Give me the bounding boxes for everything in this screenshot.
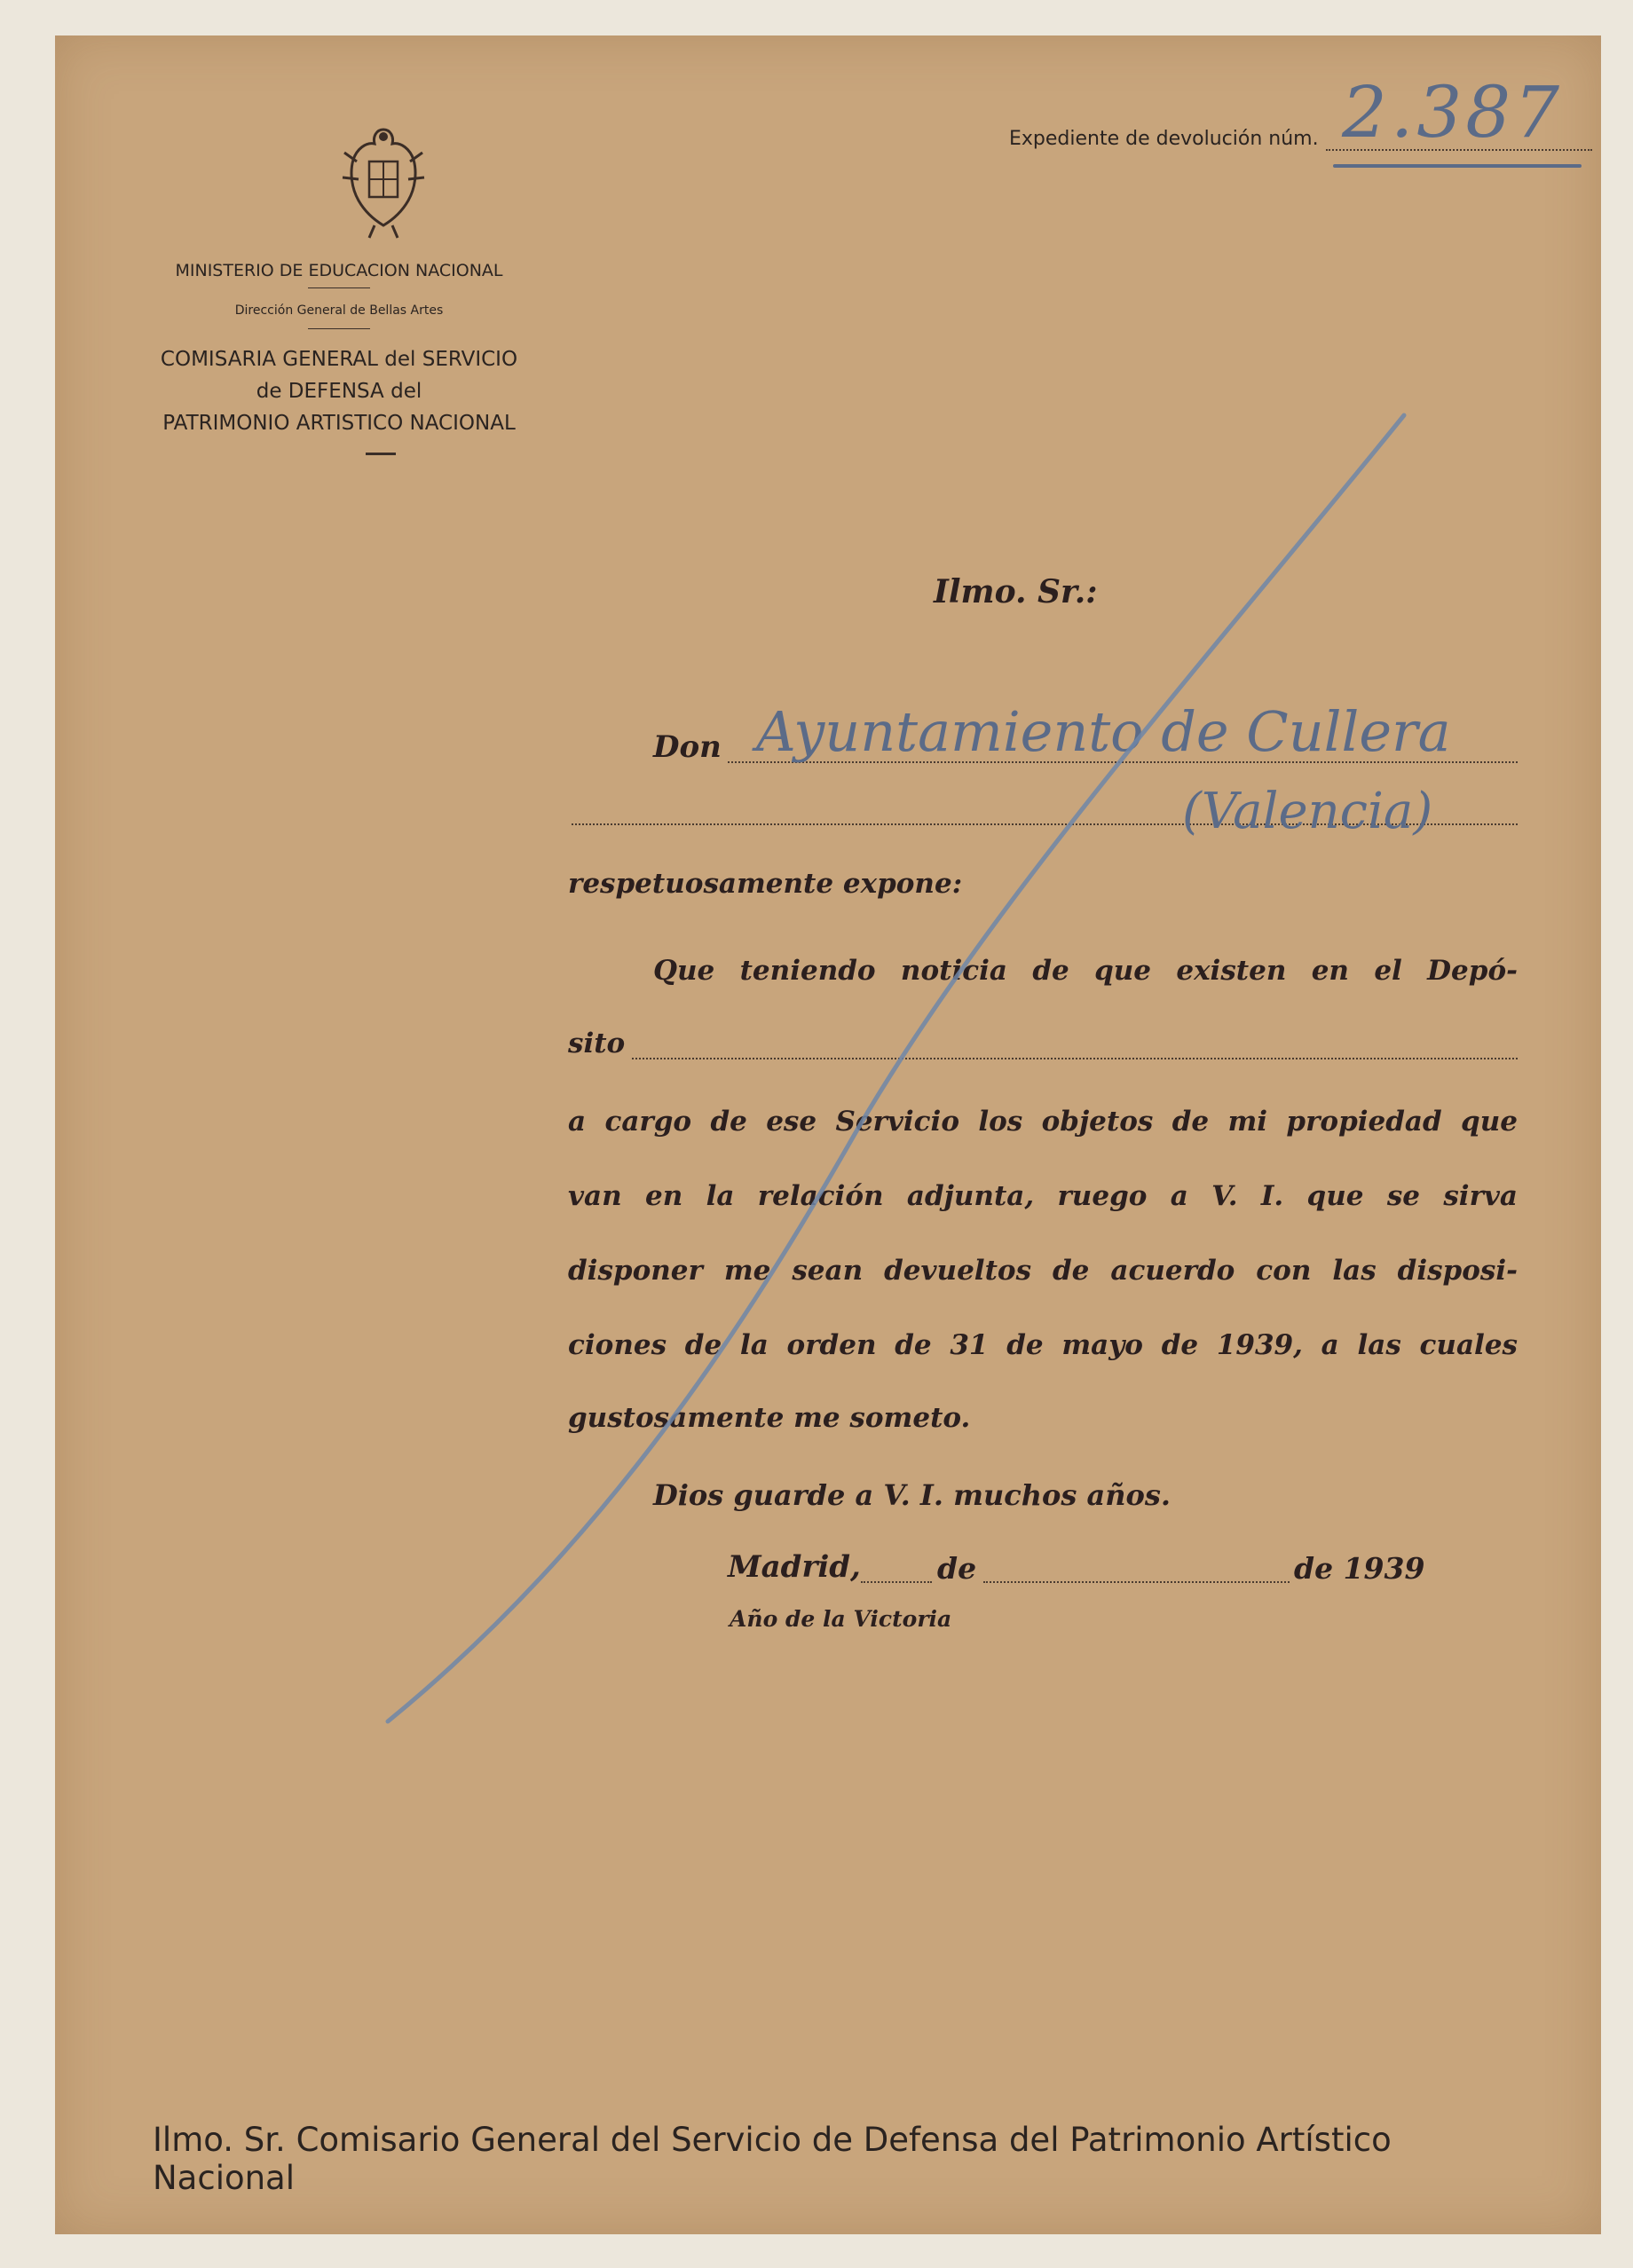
body-line-1: Que teniendo noticia de que existen en el Depó-	[653, 955, 1518, 987]
year-motto: Año de la Victoria	[730, 1606, 952, 1632]
commission-line-1: COMISARIA GENERAL del SERVICIO	[160, 348, 518, 371]
sender-name-2: (Valencia)	[1182, 783, 1433, 840]
pencil-strike-mark	[55, 35, 1601, 2234]
body-line-5: disponer me sean devueltos de acuerdo con las disposi-	[568, 1255, 1518, 1287]
body-line-4: van en la relación adjunta, ruego a V. I. que se sirva	[568, 1180, 1518, 1212]
body-line-6: ciones de la orden de 31 de mayo de 1939, a las cuales	[568, 1329, 1518, 1361]
ministry-name: MINISTERIO DE EDUCACION NACIONAL	[175, 261, 503, 280]
body-line-2: sito	[568, 1028, 626, 1059]
commission-line-3: PATRIMONIO ARTISTICO NACIONAL	[162, 412, 516, 435]
date-de-1: de	[937, 1551, 977, 1586]
document-sheet	[55, 35, 1601, 2234]
direction-name: Dirección General de Bellas Artes	[234, 303, 444, 318]
salutation: Ilmo. Sr.:	[934, 573, 1098, 610]
commission-line-2: de DEFENSA del	[256, 380, 422, 403]
body-line-7: gustosamente me someto.	[568, 1402, 971, 1434]
date-de-2: de 1939	[1290, 1551, 1424, 1586]
file-number-label: Expediente de devolución núm.	[1009, 128, 1319, 150]
footer-addressee: Ilmo. Sr. Comisario General del Servicio de Defensa del Patrimonio Artístico Nacional	[153, 2121, 1392, 2197]
body-line-3: a cargo de ese Servicio los objetos de mi propiedad que	[568, 1106, 1518, 1138]
expone-line: respetuosamente expone:	[568, 868, 963, 900]
closing-line: Dios guarde a V. I. muchos años.	[653, 1478, 1172, 1512]
date-city: Madrid,	[728, 1549, 861, 1585]
sender-prefix: Don	[653, 729, 722, 765]
sender-name-1: Ayuntamiento de Cullera	[756, 699, 1451, 764]
file-number-value: 2.387	[1342, 71, 1564, 154]
